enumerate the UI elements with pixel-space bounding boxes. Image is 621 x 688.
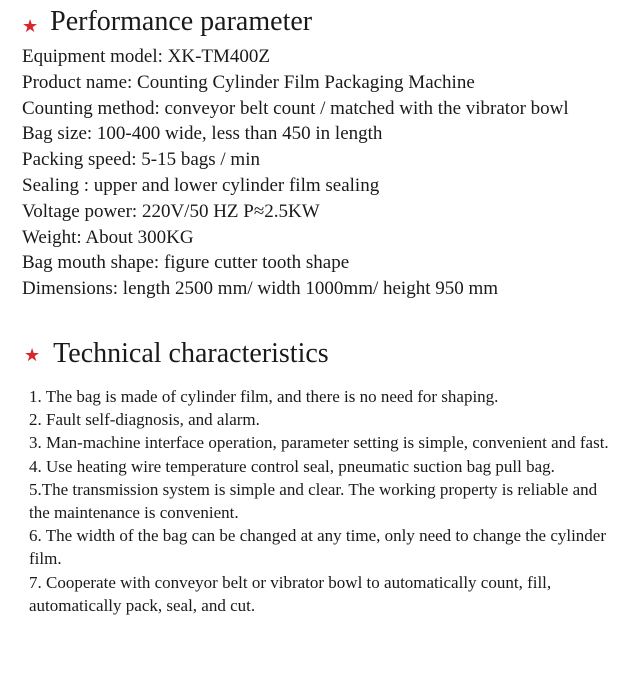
tech-item-4: 4. Use heating wire temperature control seal, pneumatic suction bag pull bag. bbox=[29, 456, 555, 476]
technical-characteristics-list bbox=[29, 385, 614, 617]
param-product-name: Product name: Counting Cylinder Film Packaging Machine bbox=[22, 71, 475, 93]
technical-heading-text: Technical characteristics bbox=[53, 338, 329, 369]
param-packing-speed: Packing speed: 5-15 bags / min bbox=[22, 149, 260, 171]
performance-heading bbox=[22, 8, 312, 36]
tech-item-5: 5.The transmission system is simple and clear. The working property is reliable and the maintenance is convenient. bbox=[29, 479, 598, 523]
param-voltage-power: Voltage power: 220V/50 HZ P≈2.5KW bbox=[22, 200, 320, 222]
tech-item-1: 1. The bag is made of cylinder film, and there is no need for shaping. bbox=[29, 387, 499, 406]
param-bag-size: Bag size: 100-400 wide, less than 450 in length bbox=[22, 123, 383, 145]
tech-item-6: 6. The width of the bag can be changed at any time, only need to change the cylinder film. bbox=[29, 526, 607, 569]
tech-item-7: 7. Cooperate with conveyor belt or vibrator bowl to automatically count, fill, automatically pack, seal, and cut. bbox=[29, 572, 552, 615]
param-equipment-model: Equipment model: XK-TM400Z bbox=[22, 46, 271, 67]
param-weight: Weight: About 300KG bbox=[22, 226, 194, 248]
technical-heading bbox=[24, 340, 329, 368]
star-icon: ★ bbox=[24, 345, 41, 365]
performance-parameter-list bbox=[22, 44, 612, 302]
tech-item-3: 3. Man-machine interface operation, parameter setting is simple, convenient and fast. bbox=[29, 433, 609, 453]
param-dimensions: Dimensions: length 2500 mm/ width 1000mm/ height 950 mm bbox=[22, 278, 499, 300]
star-icon: ★ bbox=[22, 16, 39, 36]
param-counting-method: Counting method: conveyor belt count / matched with the vibrator bowl bbox=[22, 97, 569, 119]
param-bag-mouth-shape: Bag mouth shape: figure cutter tooth shape bbox=[22, 252, 350, 274]
param-sealing: Sealing : upper and lower cylinder film sealing bbox=[22, 174, 380, 196]
performance-heading-text: Performance parameter bbox=[50, 6, 313, 37]
tech-item-2: 2. Fault self-diagnosis, and alarm. bbox=[29, 410, 260, 430]
